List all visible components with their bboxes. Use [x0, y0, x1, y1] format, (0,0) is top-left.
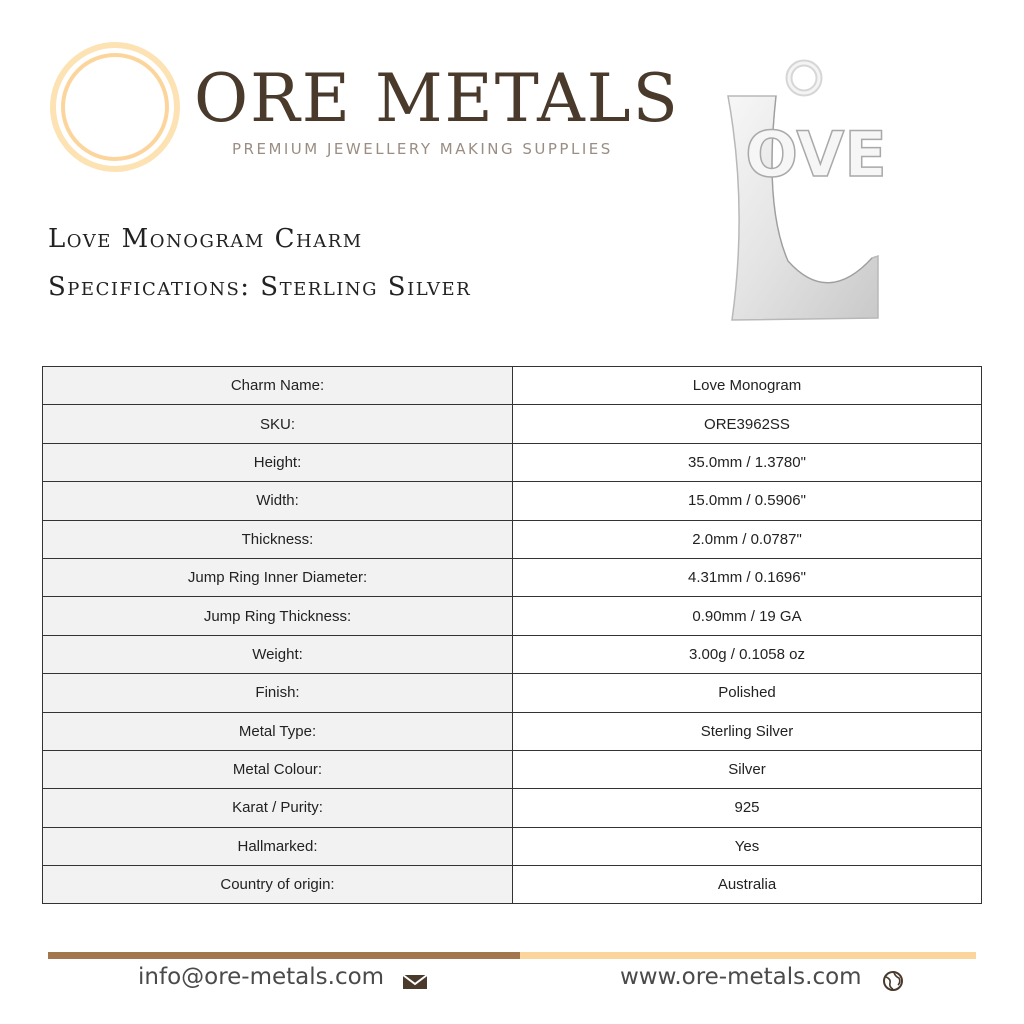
brand-tagline: PREMIUM JEWELLERY MAKING SUPPLIES	[232, 140, 613, 158]
spec-value: Australia	[513, 866, 982, 904]
spec-row	[43, 597, 982, 635]
spec-label: Height:	[43, 443, 513, 481]
spec-label: Karat / Purity:	[43, 789, 513, 827]
spec-row	[43, 827, 982, 865]
brand-name: ORE METALS	[194, 60, 680, 137]
spec-row	[43, 712, 982, 750]
spec-row	[43, 482, 982, 520]
spec-label: Finish:	[43, 674, 513, 712]
spec-value: 2.0mm / 0.0787"	[513, 520, 982, 558]
spec-row	[43, 750, 982, 788]
spec-row	[43, 674, 982, 712]
spec-label: Metal Colour:	[43, 750, 513, 788]
spec-label: Charm Name:	[43, 367, 513, 405]
spec-label: Hallmarked:	[43, 827, 513, 865]
footer-bar-right	[520, 952, 976, 959]
spec-value: 4.31mm / 0.1696"	[513, 558, 982, 596]
footer-email-link[interactable]: info@ore-metals.com	[138, 964, 385, 990]
product-title: Love Monogram Charm	[48, 224, 363, 254]
spec-row	[43, 367, 982, 405]
spec-label: SKU:	[43, 405, 513, 443]
spec-value: 3.00g / 0.1058 oz	[513, 635, 982, 673]
spec-row	[43, 405, 982, 443]
spec-row	[43, 558, 982, 596]
charm-letters: OVE	[745, 118, 887, 191]
spec-value: Silver	[513, 750, 982, 788]
specifications-table	[42, 366, 982, 904]
spec-label: Width:	[43, 482, 513, 520]
spec-value: 35.0mm / 1.3780"	[513, 443, 982, 481]
product-specifications-subtitle: Specifications: Sterling Silver	[48, 272, 472, 302]
logo-rings-icon	[48, 40, 182, 174]
spec-label: Country of origin:	[43, 866, 513, 904]
spec-label: Thickness:	[43, 520, 513, 558]
spec-value: Polished	[513, 674, 982, 712]
spec-value: 15.0mm / 0.5906"	[513, 482, 982, 520]
spec-value: 0.90mm / 19 GA	[513, 597, 982, 635]
spec-row	[43, 866, 982, 904]
footer-bar-left	[48, 952, 520, 959]
spec-label: Metal Type:	[43, 712, 513, 750]
footer-website-link[interactable]: www.ore-metals.com	[620, 964, 862, 990]
spec-value: Sterling Silver	[513, 712, 982, 750]
spec-label: Weight:	[43, 635, 513, 673]
globe-icon	[882, 970, 904, 992]
spec-value: 925	[513, 789, 982, 827]
spec-label: Jump Ring Thickness:	[43, 597, 513, 635]
spec-row	[43, 520, 982, 558]
envelope-icon	[402, 974, 428, 990]
spec-row	[43, 635, 982, 673]
love-monogram-charm-icon	[718, 56, 888, 328]
spec-value: ORE3962SS	[513, 405, 982, 443]
spec-row	[43, 443, 982, 481]
spec-value: Yes	[513, 827, 982, 865]
spec-label: Jump Ring Inner Diameter:	[43, 558, 513, 596]
spec-value: Love Monogram	[513, 367, 982, 405]
spec-row	[43, 789, 982, 827]
